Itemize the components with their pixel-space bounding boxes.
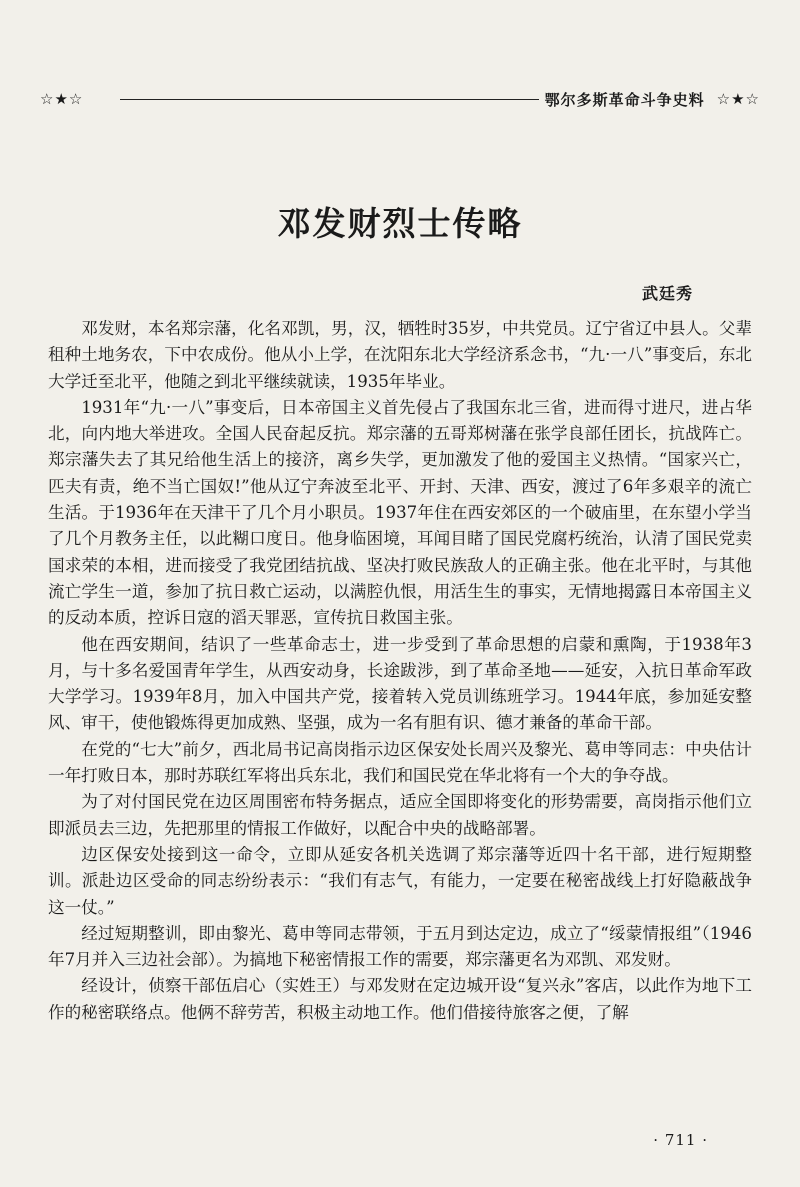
article-title: 邓发财烈士传略 <box>277 204 523 243</box>
series-title: 鄂尔多斯革命斗争史料 <box>544 90 705 109</box>
article-body <box>48 316 752 1026</box>
paragraph: 经设计，侦察干部伍启心（实姓王）与邓发财在定边城开设“复兴永”客店，以此作为地下工作的秘密联络点。他俩不辞劳苦，积极主动地工作。他们借接待旅客之便，了解 <box>48 976 752 1022</box>
paragraph: 邓发财，本名郑宗藩，化名邓凯，男，汉，牺牲时35岁，中共党员。辽宁省辽中县人。父辈租种土地务农，下中农成份。他从小上学，在沈阳东北大学经济系念书，“九·一八”事变后，东北大学迁至北平，他随之到北平继续就读，1935年毕业。 <box>48 319 752 391</box>
running-header <box>40 86 760 112</box>
paragraph: 经过短期整训，即由黎光、葛申等同志带领，于五月到达定边，成立了“绥蒙情报组”（1946年7月并入三边社会部）。为搞地下秘密情报工作的需要，郑宗藩更名为邓凯、邓发财。 <box>48 923 752 970</box>
header-rule <box>120 99 539 100</box>
paragraph: 1931年“九·一八”事变后，日本帝国主义首先侵占了我国东北三省，进而得寸进尺，进占华北，向内地大举进攻。全国人民奋起反抗。郑宗藩的五哥郑树藩在张学良部任团长，抗战阵亡。郑宗藩失去了其兄给他生活上的接济，离乡失学，更加激发了他的爱国主义热情。“国家兴亡，匹夫有责，绝不当亡国奴!”他从辽宁奔波至北平、开封、天津、西安，渡过了6年多艰辛的流亡生活。于1936年在天津干了几个月小职员。1937年住在西安郊区的一个破庙里，在东望小学当了几个月教务主任，以此糊口度日。他身临困境，耳闻目睹了国民党腐朽统治，认清了国民党卖国求荣的本相，进而接受了我党团结抗战、坚决打败民族敌人的正确主张。他在北平时，与其他流亡学生一道，参加了抗日救亡运动，以满腔仇恨，用活生生的事实，无情地揭露日本帝国主义的反动本质，控诉日寇的滔天罪恶，宣传抗日救国主张。 <box>48 397 752 628</box>
paragraph: 他在西安期间，结识了一些革命志士，进一步受到了革命思想的启蒙和熏陶，于1938年3月，与十多名爱国青年学生，从西安动身，长途跋涉，到了革命圣地——延安，入抗日革命军政大学学习。1939年8月，加入中国共产党，接着转入党员训练班学习。1944年底，参加延安整风、审干，使他锻炼得更加成熟、坚强，成为一名有胆有识、德才兼备的革命干部。 <box>48 634 752 733</box>
paragraph: 边区保安处接到这一命令，立即从延安各机关选调了郑宗藩等近四十名干部，进行短期整训。派赴边区受命的同志纷纷表示：“我们有志气，有能力，一定要在秘密战线上打好隐蔽战争这一仗。” <box>48 844 752 917</box>
star-ornament-left: ☆★☆ <box>40 90 84 108</box>
paragraph: 在党的“七大”前夕，西北局书记高岗指示边区保安处长周兴及黎光、葛申等同志：中央估计一年打败日本，那时苏联红军将出兵东北，我们和国民党在华北将有一个大的争夺战。 <box>48 739 752 786</box>
page-number: · 711 · <box>653 1131 708 1149</box>
paragraph: 为了对付国民党在边区周围密布特务据点，适应全国即将变化的形势需要，高岗指示他们立即派员去三边，先把那里的情报工作做好，以配合中央的战略部署。 <box>48 792 752 838</box>
article-author: 武廷秀 <box>641 284 693 303</box>
star-ornament-right: ☆★☆ <box>716 90 760 108</box>
